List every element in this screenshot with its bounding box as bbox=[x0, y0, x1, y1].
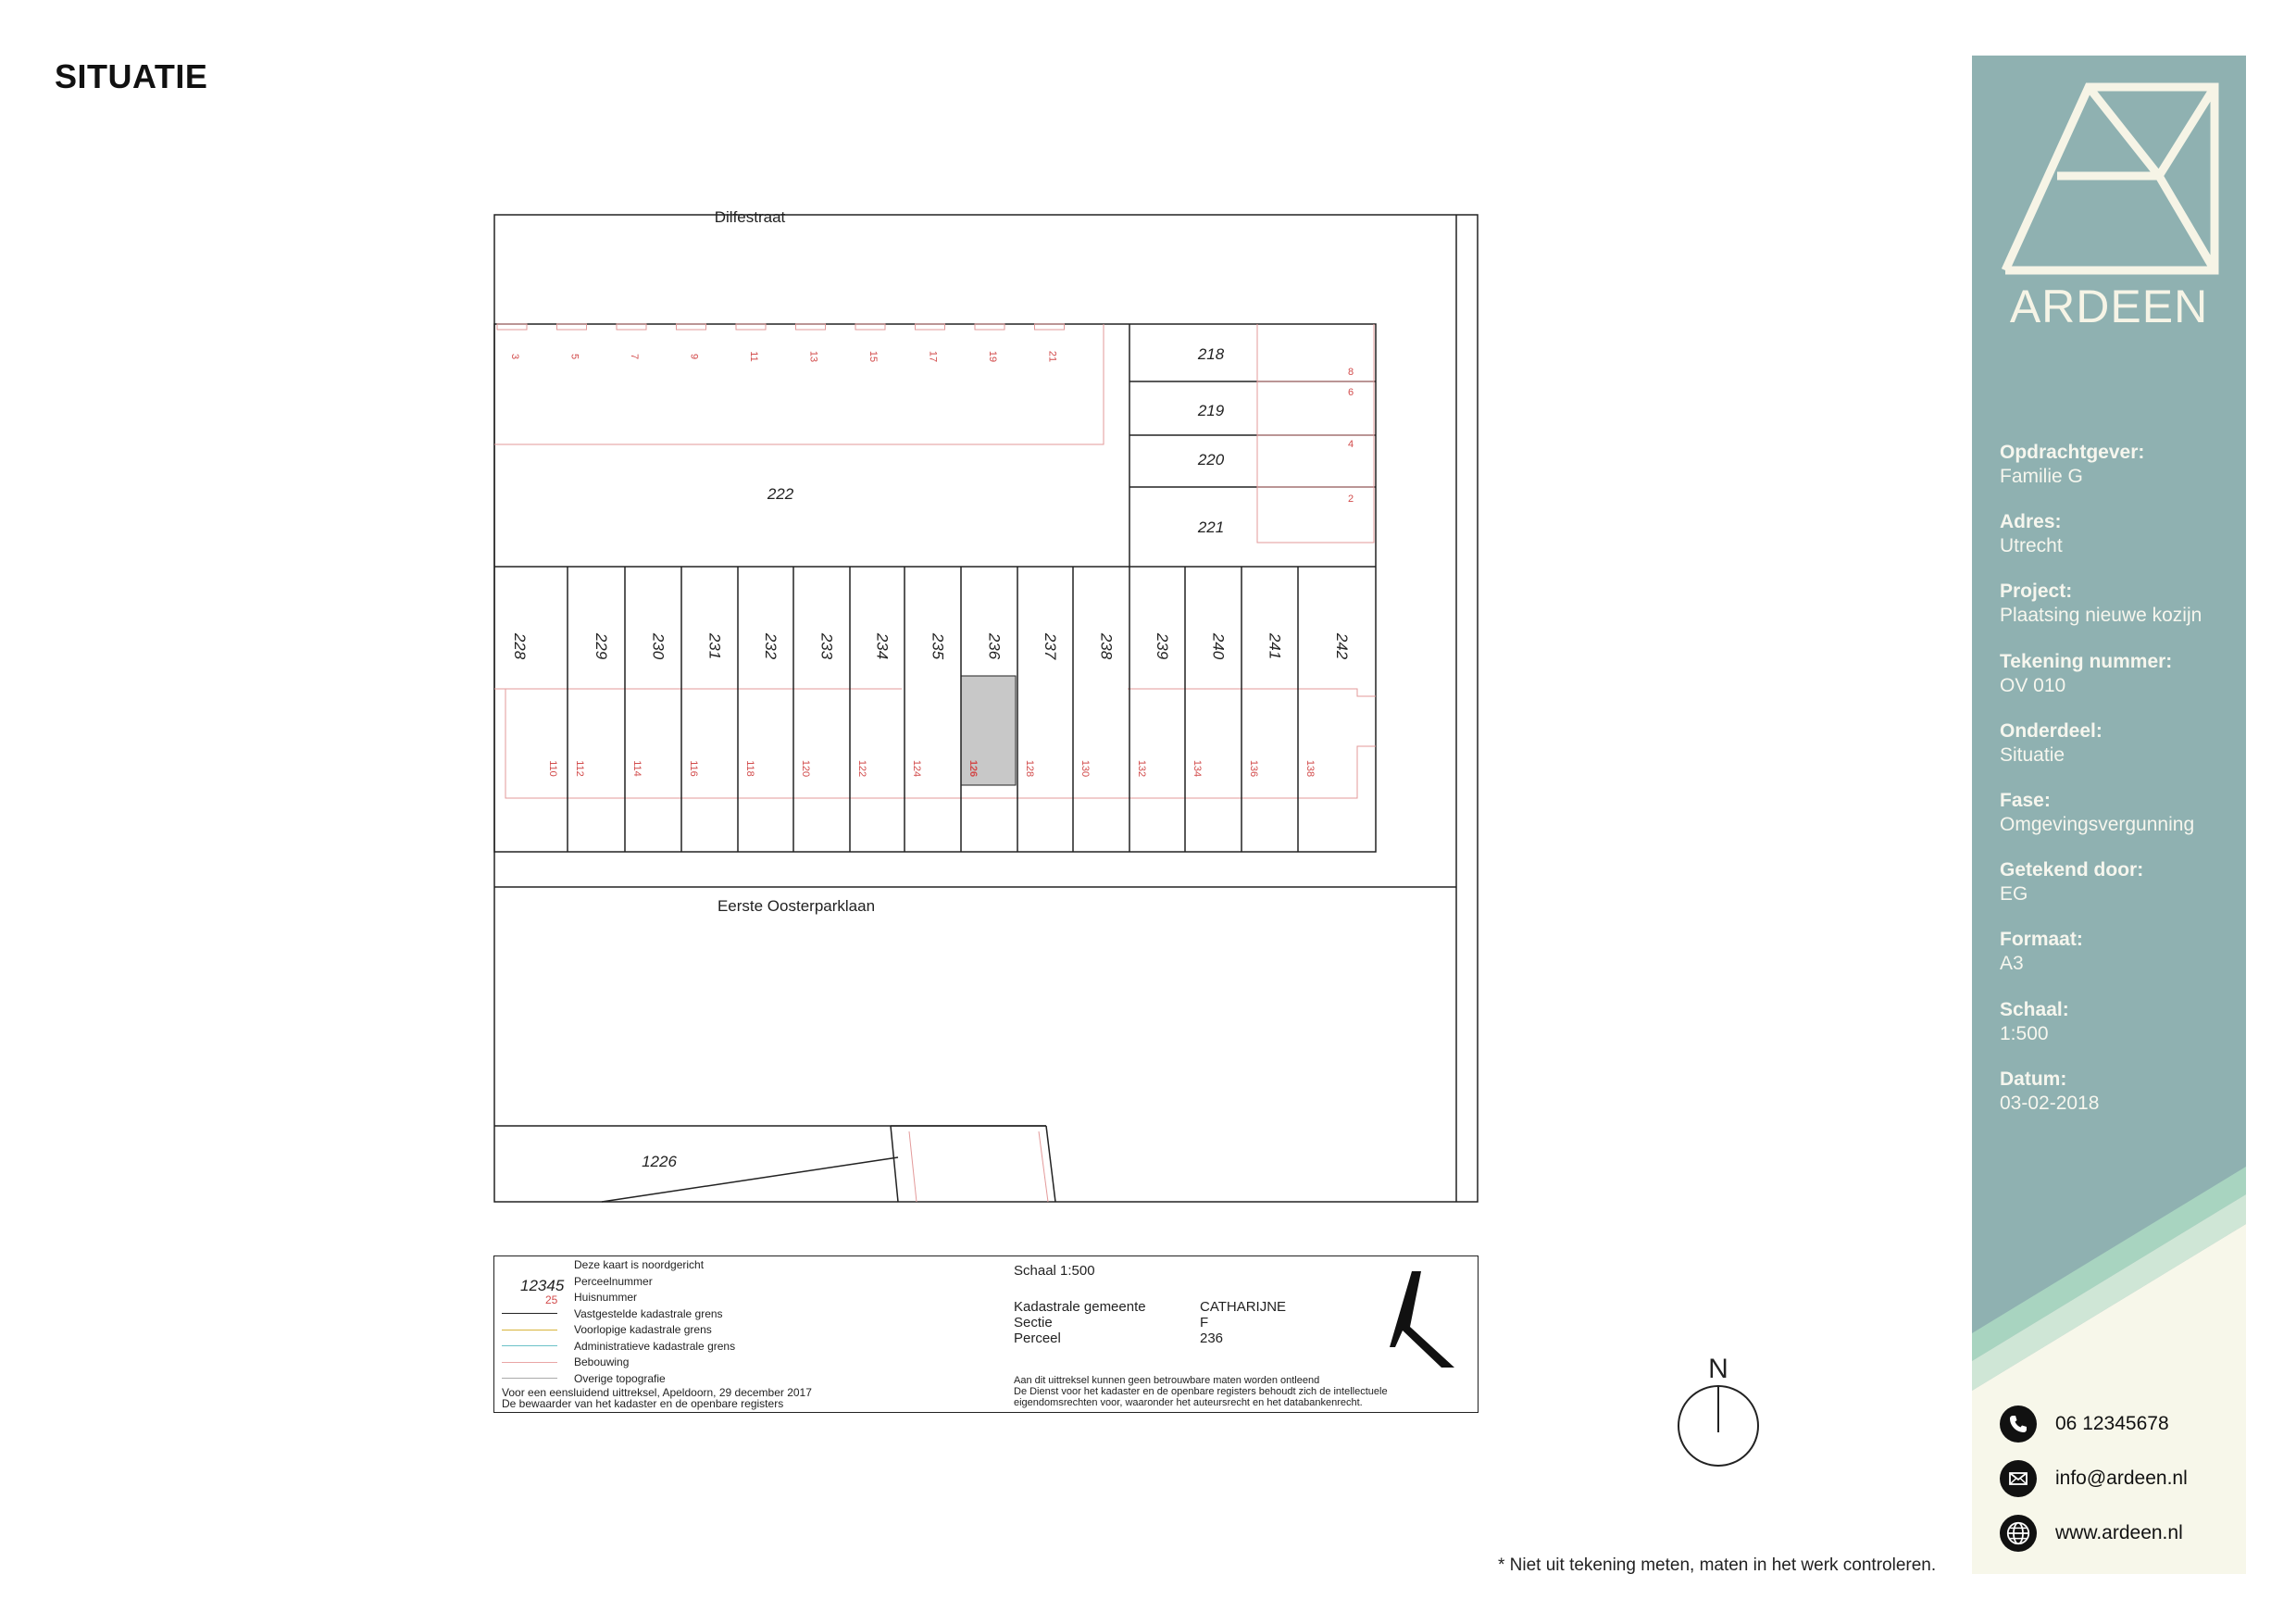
info-value: EG bbox=[2000, 883, 2028, 906]
house-number-label: 3 bbox=[509, 353, 520, 360]
info-item bbox=[2000, 789, 2240, 858]
house-number-label: 124 bbox=[911, 759, 922, 778]
legend-item: Bebouwing bbox=[574, 1355, 630, 1368]
parcel-label-236: 236 bbox=[985, 632, 1004, 660]
house-number-label: 118 bbox=[744, 760, 755, 777]
legend-line-swatch bbox=[502, 1378, 557, 1379]
info-label: Tekening nummer: bbox=[2000, 650, 2173, 672]
title-block-sidebar bbox=[1972, 56, 2246, 1574]
info-item bbox=[2000, 650, 2240, 719]
parcel-label-231: 231 bbox=[705, 632, 724, 660]
parcel-label-222: 222 bbox=[767, 485, 794, 503]
house-number-label: 136 bbox=[1248, 759, 1259, 778]
legend-sample-house: 25 bbox=[545, 1293, 558, 1306]
house-number-label: 126 bbox=[967, 759, 979, 778]
parcel-label-235: 235 bbox=[929, 632, 947, 660]
top-row-building bbox=[677, 324, 706, 330]
house-number-label: 21 bbox=[1046, 350, 1058, 363]
parcel-label: 221 bbox=[1197, 518, 1225, 536]
brand-name: ARDEEN bbox=[2009, 281, 2209, 332]
phone-icon bbox=[2000, 1405, 2037, 1443]
parcel-label-1226: 1226 bbox=[642, 1153, 677, 1170]
info-label: Schaal: bbox=[2000, 998, 2069, 1020]
parcel-label-237: 237 bbox=[1042, 632, 1059, 660]
street-label-bottom: Eerste Oosterparklaan bbox=[717, 897, 876, 915]
parcel-label-233: 233 bbox=[817, 632, 836, 660]
legend-row-value: F bbox=[1200, 1315, 1209, 1330]
project-info bbox=[2000, 441, 2240, 1137]
contact-text: info@ardeen.nl bbox=[2055, 1467, 2188, 1489]
info-item bbox=[2000, 858, 2240, 928]
info-label: Onderdeel: bbox=[2000, 719, 2103, 742]
top-row-building bbox=[736, 324, 766, 330]
legend-note-3: eigendomsrechten voor, waaronder het auteursrecht en het databankenrecht. bbox=[1014, 1397, 1363, 1408]
contact-text: 06 12345678 bbox=[2055, 1412, 2169, 1434]
parcel-label-229: 229 bbox=[593, 632, 610, 660]
info-value: Plaatsing nieuwe kozijn bbox=[2000, 605, 2202, 627]
info-label: Project: bbox=[2000, 581, 2073, 603]
ardeen-logo-icon bbox=[2000, 81, 2222, 276]
north-label: N bbox=[1708, 1354, 1728, 1384]
parcel-label-230: 230 bbox=[649, 632, 668, 660]
legend-item: Vastgestelde kadastrale grens bbox=[574, 1306, 723, 1320]
info-item bbox=[2000, 510, 2240, 580]
info-value: Familie G bbox=[2000, 466, 2083, 487]
house-number-label: 9 bbox=[688, 353, 700, 360]
legend-item: Deze kaart is noordgericht bbox=[574, 1258, 705, 1271]
legend-item: Perceelnummer bbox=[574, 1274, 653, 1288]
legend-row-value: 236 bbox=[1200, 1330, 1224, 1346]
info-value: Situatie bbox=[2000, 743, 2065, 766]
legend-line-swatch bbox=[502, 1313, 557, 1314]
kadaster-logo-icon bbox=[1388, 1266, 1462, 1369]
info-label: Adres: bbox=[2000, 511, 2062, 533]
house-number-label: 120 bbox=[800, 759, 811, 778]
top-row-building bbox=[557, 324, 587, 330]
info-value: 03-02-2018 bbox=[2000, 1092, 2100, 1114]
contact-row bbox=[2000, 1505, 2246, 1560]
house-number-label: 7 bbox=[629, 353, 640, 360]
info-item bbox=[2000, 441, 2240, 510]
parcel-label-228: 228 bbox=[511, 632, 529, 660]
block-outline bbox=[494, 324, 1376, 852]
parcel-label-242: 242 bbox=[1333, 632, 1351, 660]
house-number-label: 17 bbox=[927, 350, 939, 363]
contact-list bbox=[2000, 1396, 2246, 1560]
legend-box bbox=[493, 1255, 1479, 1413]
info-value: A3 bbox=[2000, 953, 2024, 975]
info-value: 1:500 bbox=[2000, 1022, 2049, 1044]
info-value: Utrecht bbox=[2000, 535, 2063, 557]
info-label: Formaat: bbox=[2000, 929, 2083, 951]
house-number-label: 11 bbox=[748, 351, 759, 362]
parcel-label: 218 bbox=[1197, 345, 1225, 363]
house-number-label: 19 bbox=[987, 350, 998, 363]
house-number-label: 112 bbox=[574, 760, 585, 777]
top-row-building bbox=[796, 324, 826, 330]
contact-text: www.ardeen.nl bbox=[2055, 1521, 2183, 1543]
top-row-building bbox=[497, 324, 527, 330]
house-number-label: 13 bbox=[807, 350, 819, 363]
legend-row-label: Perceel bbox=[1014, 1330, 1061, 1346]
house-number-label: 114 bbox=[631, 760, 643, 777]
info-item bbox=[2000, 928, 2240, 997]
house-number-label: 116 bbox=[688, 760, 699, 777]
street-label-top: Dilfestraat bbox=[714, 208, 786, 226]
house-number-label: 15 bbox=[867, 350, 879, 363]
legend-footer-2: De bewaarder van het kadaster en de openbare registers bbox=[502, 1397, 784, 1410]
info-value: OV 010 bbox=[2000, 674, 2066, 696]
info-item bbox=[2000, 580, 2240, 649]
legend-note-1: Aan dit uittreksel kunnen geen betrouwbare maten worden ontleend bbox=[1014, 1375, 1320, 1386]
parcel-label-232: 232 bbox=[762, 632, 780, 660]
parcel-label-241: 241 bbox=[1266, 632, 1284, 660]
house-number-label: 122 bbox=[856, 759, 867, 778]
contact-row bbox=[2000, 1396, 2246, 1451]
contact-row bbox=[2000, 1451, 2246, 1505]
legend-row-label: Sectie bbox=[1014, 1315, 1053, 1330]
house-number-label: 8 bbox=[1348, 367, 1354, 378]
parcel-label-234: 234 bbox=[873, 632, 892, 660]
info-item bbox=[2000, 998, 2240, 1068]
top-row-building bbox=[1035, 324, 1065, 330]
house-number-label: 132 bbox=[1136, 759, 1147, 778]
house-number-label: 2 bbox=[1348, 493, 1354, 505]
legend-item: Huisnummer bbox=[574, 1291, 638, 1304]
legend-line-swatch bbox=[502, 1345, 557, 1346]
mail-icon bbox=[2000, 1460, 2037, 1497]
top-row-building bbox=[617, 324, 646, 330]
legend-line-swatch bbox=[502, 1362, 557, 1363]
legend-item: Voorlopige kadastrale grens bbox=[574, 1323, 712, 1336]
legend-note-2: De Dienst voor het kadaster en de openbare registers behoudt zich de intellectuele bbox=[1014, 1386, 1388, 1397]
page-title: SITUATIE bbox=[55, 57, 208, 95]
house-number-label: 134 bbox=[1192, 759, 1203, 778]
top-row-building bbox=[916, 324, 945, 330]
parcel-label: 219 bbox=[1197, 402, 1225, 419]
legend-scale: Schaal 1:500 bbox=[1014, 1263, 1095, 1279]
parcel-label-239: 239 bbox=[1154, 632, 1171, 660]
house-number-label: 128 bbox=[1024, 759, 1035, 778]
legend-row-value: CATHARIJNE bbox=[1200, 1299, 1287, 1315]
top-row-building bbox=[855, 324, 885, 330]
parcel-label: 220 bbox=[1197, 451, 1225, 468]
disclaimer-note: * Niet uit tekening meten, maten in het werk controleren. bbox=[1498, 1555, 1937, 1575]
info-item bbox=[2000, 719, 2240, 789]
info-item bbox=[2000, 1068, 2240, 1137]
legend-sample-parcel: 12345 bbox=[520, 1277, 565, 1294]
info-value: Omgevingsvergunning bbox=[2000, 813, 2195, 835]
house-number-label: 110 bbox=[547, 760, 558, 777]
parcel-label-238: 238 bbox=[1097, 632, 1116, 660]
legend-footer-1: Voor een eensluidend uittreksel, Apeldoorn, 29 december 2017 bbox=[502, 1386, 812, 1399]
house-number-label: 4 bbox=[1348, 439, 1354, 450]
house-number-label: 138 bbox=[1304, 759, 1316, 778]
info-label: Getekend door: bbox=[2000, 859, 2144, 881]
top-row-building bbox=[975, 324, 1004, 330]
legend-item: Overige topografie bbox=[574, 1371, 666, 1385]
north-arrow bbox=[1678, 1354, 1758, 1466]
info-label: Datum: bbox=[2000, 1068, 2067, 1090]
legend-row-label: Kadastrale gemeente bbox=[1014, 1299, 1146, 1315]
info-label: Fase: bbox=[2000, 789, 2051, 811]
globe-icon bbox=[2000, 1515, 2037, 1552]
house-number-label: 6 bbox=[1348, 387, 1354, 398]
parcel-label-240: 240 bbox=[1209, 632, 1228, 660]
info-label: Opdrachtgever: bbox=[2000, 442, 2145, 463]
house-number-label: 5 bbox=[568, 353, 580, 360]
legend-item: Administratieve kadastrale grens bbox=[574, 1339, 736, 1353]
house-number-label: 130 bbox=[1079, 759, 1091, 778]
